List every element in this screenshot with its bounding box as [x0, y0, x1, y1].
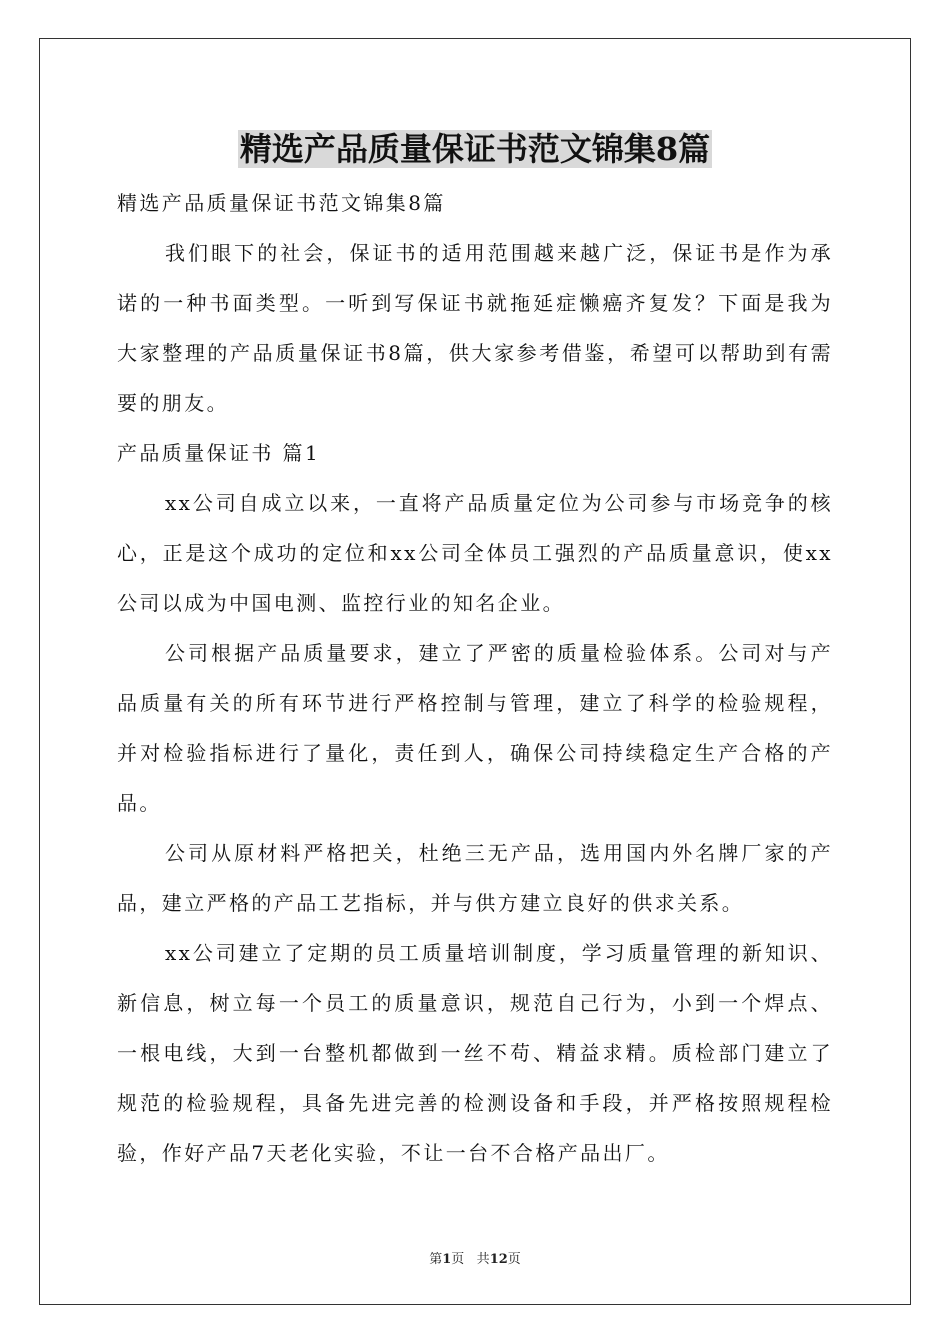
body-paragraph-2: 公司根据产品质量要求，建立了严密的质量检验体系。公司对与产品质量有关的所有环节进行严格控制与管理，建立了科学的检验规程，并对检验指标进行了量化，责任到人，确保公司持续稳定生产合格的产品。: [117, 641, 833, 815]
page-prefix: 第: [429, 1252, 443, 1267]
section-heading: 产品质量保证书 篇1: [117, 441, 321, 465]
total-page-count: 12: [489, 1252, 508, 1267]
body-paragraph-3: 公司从原材料严格把关，杜绝三无产品，选用国内外名牌厂家的产品，建立严格的产品工艺指标，并与供方建立良好的供求关系。: [117, 841, 833, 915]
current-page-number: 1: [442, 1252, 452, 1267]
document-subtitle: 精选产品质量保证书范文锦集8篇: [117, 191, 446, 215]
document-title-text: 精选产品质量保证书范文锦集8篇: [239, 130, 711, 168]
page-suffix: 页: [451, 1252, 465, 1267]
total-suffix: 页: [507, 1252, 521, 1267]
body-paragraph-4: xx公司建立了定期的员工质量培训制度，学习质量管理的新知识、新信息，树立每一个员工的质量意识，规范自己行为，小到一个焊点、一根电线，大到一台整机都做到一丝不苟、精益求精。质检部门建立了规范的检验规程，具备先进完善的检测设备和手段，并严格按照规程检验，作好产品7天老化实验，不让一台不合格产品出厂。: [117, 941, 833, 1165]
body-paragraph-1: xx公司自成立以来，一直将产品质量定位为公司参与市场竞争的核心，正是这个成功的定位和xx公司全体员工强烈的产品质量意识，使xx公司以成为中国电测、监控行业的知名企业。: [117, 491, 833, 615]
document-title: [0, 126, 950, 172]
total-prefix: 共: [476, 1252, 490, 1267]
page-footer: [0, 1248, 950, 1267]
document-body: [117, 178, 833, 1178]
intro-paragraph: 我们眼下的社会，保证书的适用范围越来越广泛，保证书是作为承诺的一种书面类型。一听到写保证书就拖延症懒癌齐复发？下面是我为大家整理的产品质量保证书8篇，供大家参考借鉴，希望可以帮助到有需要的朋友。: [117, 241, 833, 415]
